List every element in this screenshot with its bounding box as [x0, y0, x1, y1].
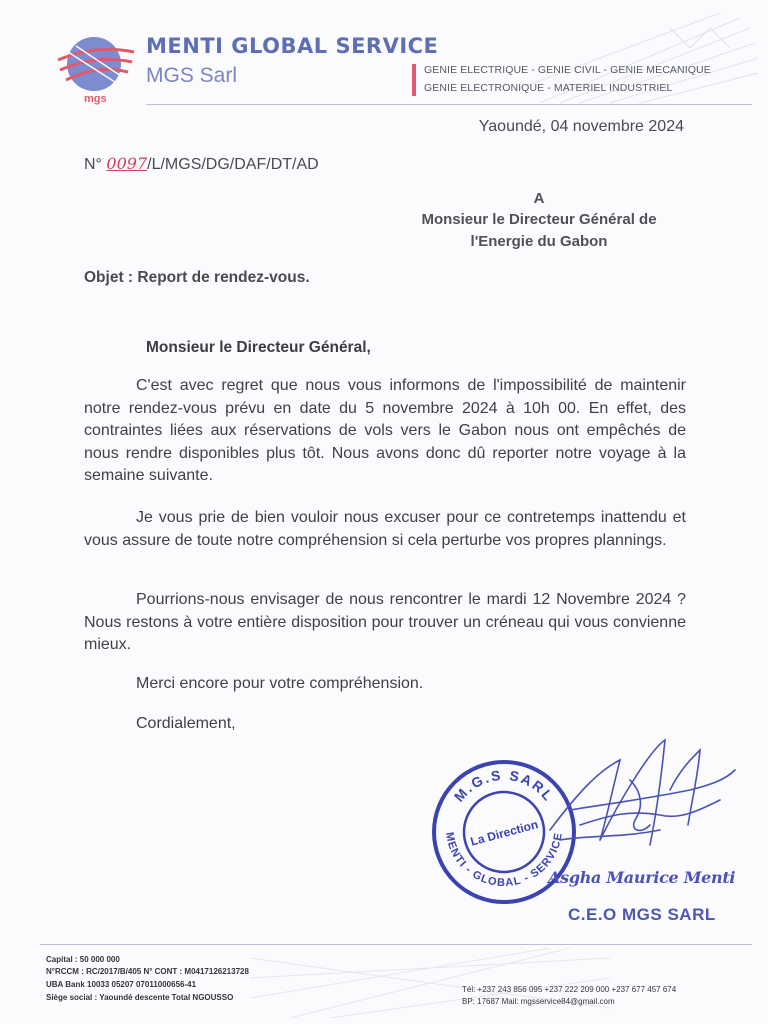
footer-rccm: N°RCCM : RC/2017/B/405 N° CONT : M0417126213728: [46, 967, 249, 976]
footer-divider: [40, 944, 752, 945]
paragraph-2: Je vous prie de bien vouloir nous excuser pour ce contretemps inattendu et vous assure de toute notre compréhension si cela perturbe vos propres plannings.: [84, 509, 686, 549]
stamp-bottom-text: MENTI - GLOBAL - SERVICE: [443, 831, 565, 890]
header-divider: [146, 104, 752, 105]
footer-phone: Tél: +237 243 856 095 +237 222 209 000 +237 677 457 674: [462, 985, 677, 994]
signer-name: Asgha Maurice Menti: [548, 868, 736, 887]
thanks-line: Merci encore pour votre compréhension.: [136, 675, 424, 692]
handwritten-signature: [540, 730, 740, 880]
salutation: Monsieur le Directeur Général,: [146, 339, 371, 356]
footer-postal-email: BP: 17687 Mail: mgsservice84@gmail.com: [462, 997, 615, 1006]
footer-head-office: Siège social : Yaoundé descente Total NGOUSSO: [46, 993, 234, 1002]
reference-prefix: N°: [84, 156, 102, 173]
activities-line-1: GENIE ELECTRIQUE - GENIE CIVIL - GENIE MECANIQUE: [424, 64, 711, 76]
header-accent-bar: [412, 64, 416, 96]
company-logo: [56, 34, 136, 106]
letter-date: Yaoundé, 04 novembre 2024: [478, 118, 684, 135]
reference-handwritten-number: 0097: [106, 154, 148, 173]
closing-line: Cordialement,: [136, 715, 236, 732]
company-subtitle: MGS Sarl: [146, 64, 238, 87]
footer-capital: Capital : 50 000 000: [46, 955, 120, 964]
reference-suffix: /L/MGS/DG/DAF/DT/AD: [147, 156, 319, 173]
signer-title: C.E.O MGS SARL: [568, 905, 716, 924]
letter-subject: Objet : Report de rendez-vous.: [84, 269, 310, 286]
activities-line-2: GENIE ELECTRONIQUE - MATERIEL INDUSTRIEL: [424, 82, 673, 94]
paragraph-1: C'est avec regret que nous vous informons de l'impossibilité de maintenir notre rendez-vous prévu en date du 5 novembre 2024 à 10h 00. En effet, des contraintes liées aux réservations de vols vers le Gabon nous ont empêchés de nous rendre disponibles plus tôt. Nous avons donc dû reporter notre voyage à la semaine suivante.: [84, 377, 686, 484]
recipient-line-2: l'Energie du Gabon: [470, 233, 608, 250]
reference-number: [84, 154, 319, 174]
recipient-a: A: [533, 190, 545, 207]
footer-bank: UBA Bank 10033 05207 07011000656-41: [46, 980, 197, 989]
paragraph-3: Pourrions-nous envisager de nous rencontrer le mardi 12 Novembre 2024 ? Nous restons à votre entière disposition pour trouver un créneau qui vous convienne mieux.: [84, 591, 686, 653]
footer-decoration: [250, 948, 610, 1018]
stamp-top-text: M.G.S SARL: [450, 766, 558, 805]
logo-text: mgs: [84, 93, 107, 105]
recipient-line-1: Monsieur le Directeur Général de: [421, 211, 657, 228]
company-name: MENTI GLOBAL SERVICE: [146, 34, 439, 58]
stamp-center-text: La Direction: [468, 817, 540, 849]
